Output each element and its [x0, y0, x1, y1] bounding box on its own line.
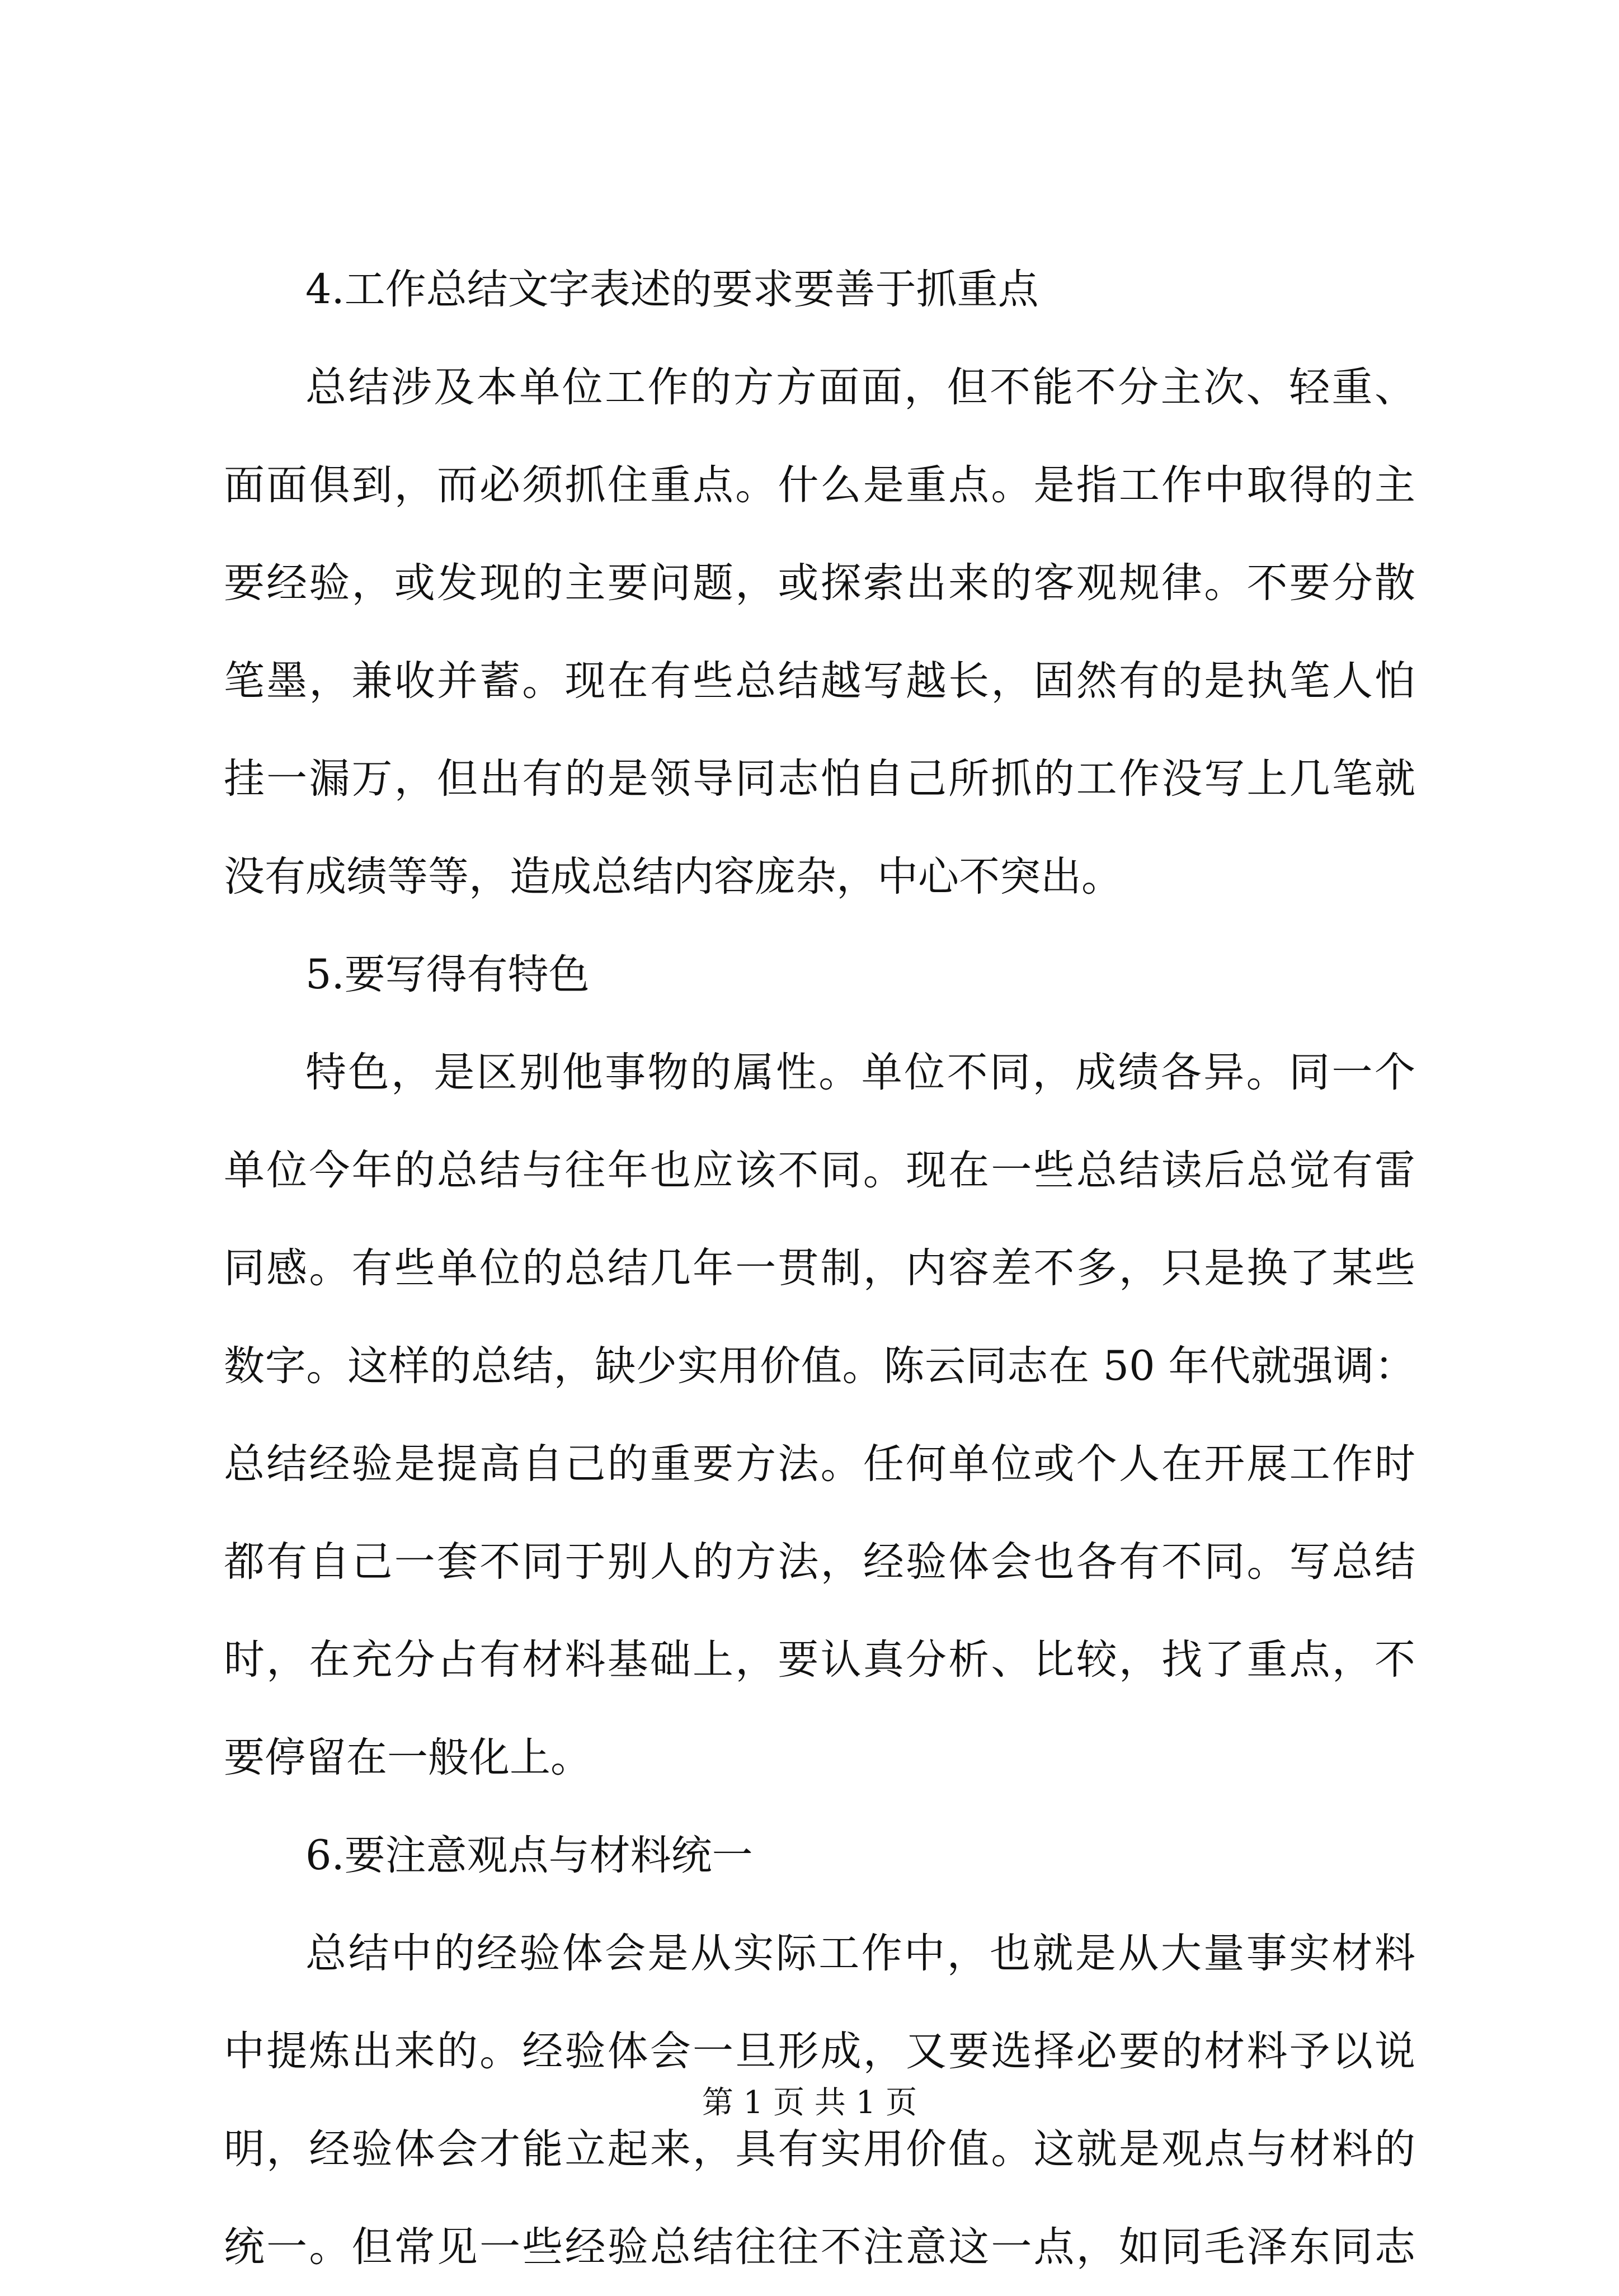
paragraph-line: 特色，是区别他事物的属性。单位不同，成绩各异。同一个: [305, 1049, 1415, 1096]
document-body: [224, 241, 1415, 2296]
paragraph-5: [224, 1024, 1415, 1807]
paragraph-line: 时，在充分占有材料基础上，要认真分析、比较，找了重点，不: [224, 1636, 1415, 1684]
paragraph-line: 统一。但常见一些经验总结往往不注意这一点，如同毛泽东同志: [224, 2223, 1415, 2271]
section-heading-4: 4.工作总结文字表述的要求要善于抓重点: [305, 266, 1039, 313]
paragraph-line: 同感。有些单位的总结几年一贯制，内容差不多，只是换了某些: [224, 1244, 1415, 1292]
paragraph-line: 总结经验是提高自己的重要方法。任何单位或个人在开展工作时: [224, 1440, 1415, 1488]
paragraph-line: 挂一漏万，但出有的是领导同志怕自己所抓的工作没写上几笔就: [224, 755, 1415, 803]
paragraph-line: 要经验，或发现的主要问题，或探索出来的客观规律。不要分散: [224, 559, 1415, 607]
section-heading-5: 5.要写得有特色: [305, 951, 590, 998]
paragraph-line: 明，经验体会才能立起来，具有实用价值。这就是观点与材料的: [224, 2125, 1415, 2173]
paragraph-line: 都有自己一套不同于别人的方法，经验体会也各有不同。写总结: [224, 1538, 1415, 1586]
page-footer: 第 1 页 共 1 页: [702, 2085, 917, 2121]
paragraph-4: [224, 338, 1415, 926]
paragraph-line: 面面俱到，而必须抓住重点。什么是重点。是指工作中取得的主: [224, 461, 1415, 509]
paragraph-line: 中提炼出来的。经验体会一旦形成，又要选择必要的材料予以说: [224, 2028, 1415, 2075]
section-heading-6: 6.要注意观点与材料统一: [305, 1832, 753, 1879]
paragraph-line: 笔墨，兼收并蓄。现在有些总结越写越长，固然有的是执笔人怕: [224, 657, 1415, 705]
paragraph-line: 没有成绩等等，造成总结内容庞杂，中心不突出。: [224, 853, 1122, 901]
paragraph-line: 要停留在一般化上。: [224, 1734, 591, 1781]
paragraph-line: 单位今年的总结与往年也应该不同。现在一些总结读后总觉有雷: [224, 1147, 1415, 1194]
paragraph-line: 总结中的经验体会是从实际工作中，也就是从大量事实材料: [305, 1930, 1415, 1977]
paragraph-line: 总结涉及本单位工作的方方面面，但不能不分主次、轻重、: [305, 364, 1415, 411]
paragraph-line: 数字。这样的总结，缺少实用价值。陈云同志在 50 年代就强调：: [224, 1342, 1415, 1390]
